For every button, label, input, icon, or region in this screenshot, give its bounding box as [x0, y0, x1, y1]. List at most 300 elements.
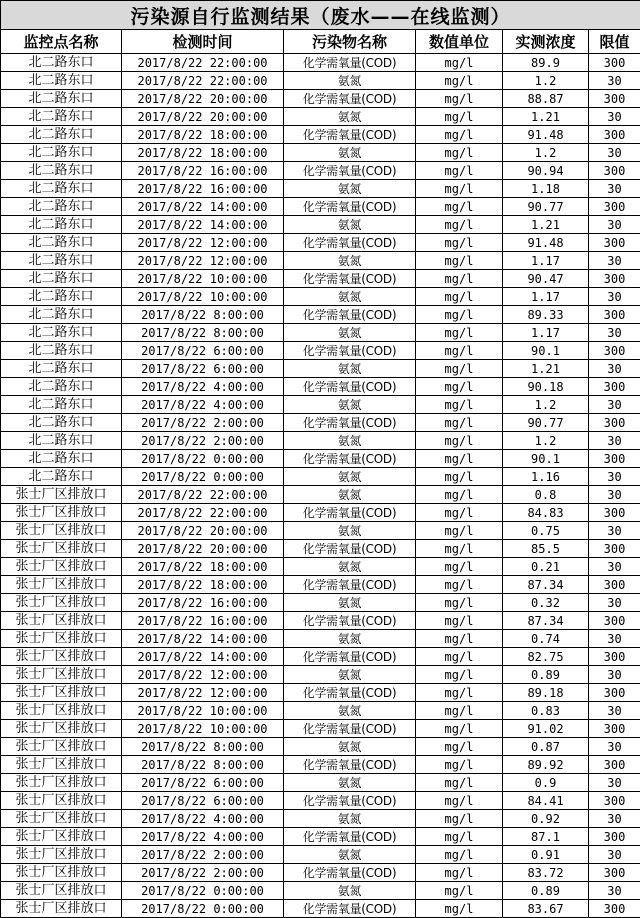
value-cell: 84.83	[503, 504, 589, 522]
unit-cell: mg/l	[416, 144, 503, 162]
time-cell: 2017/8/22 18:00:00	[122, 144, 284, 162]
limit-cell: 300	[589, 378, 640, 396]
site-cell: 张士厂区排放口	[1, 900, 122, 918]
pollutant-cell: 氨氮	[284, 108, 416, 126]
limit-cell: 300	[589, 576, 640, 594]
pollutant-cell: 化学需氧量(COD)	[284, 612, 416, 630]
limit-cell: 300	[589, 684, 640, 702]
table-row	[1, 882, 640, 900]
table-row	[1, 576, 640, 594]
limit-cell: 300	[589, 828, 640, 846]
pollutant-cell: 化学需氧量(COD)	[284, 90, 416, 108]
limit-cell: 300	[589, 612, 640, 630]
limit-cell: 30	[589, 252, 640, 270]
site-cell: 张士厂区排放口	[1, 576, 122, 594]
value-cell: 89.33	[503, 306, 589, 324]
unit-cell: mg/l	[416, 522, 503, 540]
table-row	[1, 270, 640, 288]
table-row	[1, 234, 640, 252]
table-row	[1, 594, 640, 612]
limit-cell: 300	[589, 90, 640, 108]
table-body	[1, 54, 640, 918]
unit-cell: mg/l	[416, 684, 503, 702]
limit-cell: 30	[589, 594, 640, 612]
time-cell: 2017/8/22 4:00:00	[122, 396, 284, 414]
value-cell: 90.1	[503, 342, 589, 360]
sheet-title: 污染源自行监测结果（废水——在线监测）	[1, 1, 640, 30]
site-cell: 北二路东口	[1, 342, 122, 360]
pollutant-cell: 化学需氧量(COD)	[284, 828, 416, 846]
unit-cell: mg/l	[416, 234, 503, 252]
limit-cell: 30	[589, 846, 640, 864]
table-row	[1, 450, 640, 468]
table-row	[1, 720, 640, 738]
pollutant-cell: 氨氮	[284, 486, 416, 504]
table-row	[1, 108, 640, 126]
table-row	[1, 144, 640, 162]
table-row	[1, 360, 640, 378]
time-cell: 2017/8/22 2:00:00	[122, 432, 284, 450]
unit-cell: mg/l	[416, 468, 503, 486]
time-cell: 2017/8/22 10:00:00	[122, 702, 284, 720]
value-cell: 0.87	[503, 738, 589, 756]
time-cell: 2017/8/22 12:00:00	[122, 666, 284, 684]
unit-cell: mg/l	[416, 612, 503, 630]
time-cell: 2017/8/22 6:00:00	[122, 774, 284, 792]
time-cell: 2017/8/22 20:00:00	[122, 108, 284, 126]
site-cell: 北二路东口	[1, 144, 122, 162]
table-row	[1, 342, 640, 360]
value-cell: 0.21	[503, 558, 589, 576]
time-cell: 2017/8/22 18:00:00	[122, 126, 284, 144]
value-cell: 1.2	[503, 432, 589, 450]
time-cell: 2017/8/22 10:00:00	[122, 720, 284, 738]
table-row	[1, 252, 640, 270]
time-cell: 2017/8/22 8:00:00	[122, 738, 284, 756]
value-cell: 87.34	[503, 576, 589, 594]
site-cell: 北二路东口	[1, 180, 122, 198]
pollutant-cell: 氨氮	[284, 252, 416, 270]
table-row	[1, 864, 640, 882]
site-cell: 张士厂区排放口	[1, 882, 122, 900]
table-row	[1, 324, 640, 342]
limit-cell: 30	[589, 810, 640, 828]
value-cell: 0.89	[503, 666, 589, 684]
limit-cell: 300	[589, 792, 640, 810]
pollutant-cell: 氨氮	[284, 810, 416, 828]
time-cell: 2017/8/22 2:00:00	[122, 414, 284, 432]
unit-cell: mg/l	[416, 108, 503, 126]
value-cell: 0.91	[503, 846, 589, 864]
limit-cell: 300	[589, 126, 640, 144]
value-cell: 90.18	[503, 378, 589, 396]
site-cell: 北二路东口	[1, 288, 122, 306]
unit-cell: mg/l	[416, 126, 503, 144]
time-cell: 2017/8/22 14:00:00	[122, 630, 284, 648]
limit-cell: 30	[589, 468, 640, 486]
value-cell: 1.17	[503, 252, 589, 270]
limit-cell: 30	[589, 72, 640, 90]
time-cell: 2017/8/22 0:00:00	[122, 882, 284, 900]
limit-cell: 30	[589, 738, 640, 756]
unit-cell: mg/l	[416, 882, 503, 900]
limit-cell: 30	[589, 774, 640, 792]
time-cell: 2017/8/22 20:00:00	[122, 540, 284, 558]
unit-cell: mg/l	[416, 198, 503, 216]
time-cell: 2017/8/22 14:00:00	[122, 648, 284, 666]
limit-cell: 300	[589, 342, 640, 360]
limit-cell: 30	[589, 432, 640, 450]
site-cell: 北二路东口	[1, 378, 122, 396]
limit-cell: 300	[589, 234, 640, 252]
time-cell: 2017/8/22 14:00:00	[122, 198, 284, 216]
limit-cell: 300	[589, 720, 640, 738]
unit-cell: mg/l	[416, 738, 503, 756]
header-site: 监控点名称	[1, 30, 122, 54]
limit-cell: 30	[589, 882, 640, 900]
pollutant-cell: 化学需氧量(COD)	[284, 306, 416, 324]
table-row	[1, 504, 640, 522]
table-row	[1, 162, 640, 180]
site-cell: 张士厂区排放口	[1, 504, 122, 522]
table-row	[1, 558, 640, 576]
site-cell: 张士厂区排放口	[1, 702, 122, 720]
value-cell: 82.75	[503, 648, 589, 666]
table-row	[1, 900, 640, 918]
unit-cell: mg/l	[416, 864, 503, 882]
site-cell: 张士厂区排放口	[1, 810, 122, 828]
site-cell: 张士厂区排放口	[1, 666, 122, 684]
site-cell: 张士厂区排放口	[1, 774, 122, 792]
site-cell: 北二路东口	[1, 270, 122, 288]
time-cell: 2017/8/22 22:00:00	[122, 504, 284, 522]
table-row	[1, 522, 640, 540]
time-cell: 2017/8/22 0:00:00	[122, 900, 284, 918]
site-cell: 张士厂区排放口	[1, 594, 122, 612]
pollutant-cell: 氨氮	[284, 180, 416, 198]
time-cell: 2017/8/22 8:00:00	[122, 306, 284, 324]
unit-cell: mg/l	[416, 72, 503, 90]
pollutant-cell: 化学需氧量(COD)	[284, 450, 416, 468]
limit-cell: 300	[589, 864, 640, 882]
time-cell: 2017/8/22 12:00:00	[122, 234, 284, 252]
unit-cell: mg/l	[416, 342, 503, 360]
pollutant-cell: 氨氮	[284, 666, 416, 684]
site-cell: 张士厂区排放口	[1, 540, 122, 558]
time-cell: 2017/8/22 10:00:00	[122, 270, 284, 288]
table-row	[1, 468, 640, 486]
unit-cell: mg/l	[416, 396, 503, 414]
table-row	[1, 846, 640, 864]
table-row	[1, 432, 640, 450]
limit-cell: 30	[589, 288, 640, 306]
table-row	[1, 666, 640, 684]
pollutant-cell: 化学需氧量(COD)	[284, 414, 416, 432]
site-cell: 北二路东口	[1, 468, 122, 486]
header-value: 实测浓度	[503, 30, 589, 54]
value-cell: 1.2	[503, 72, 589, 90]
header-limit: 限值	[589, 30, 640, 54]
limit-cell: 300	[589, 900, 640, 918]
pollutant-cell: 化学需氧量(COD)	[284, 900, 416, 918]
site-cell: 张士厂区排放口	[1, 684, 122, 702]
limit-cell: 300	[589, 54, 640, 72]
pollutant-cell: 化学需氧量(COD)	[284, 720, 416, 738]
site-cell: 北二路东口	[1, 252, 122, 270]
site-cell: 张士厂区排放口	[1, 648, 122, 666]
value-cell: 0.92	[503, 810, 589, 828]
unit-cell: mg/l	[416, 432, 503, 450]
site-cell: 北二路东口	[1, 90, 122, 108]
table-row	[1, 54, 640, 72]
table-row	[1, 810, 640, 828]
table-row	[1, 180, 640, 198]
limit-cell: 300	[589, 648, 640, 666]
pollutant-cell: 氨氮	[284, 288, 416, 306]
unit-cell: mg/l	[416, 630, 503, 648]
site-cell: 张士厂区排放口	[1, 612, 122, 630]
value-cell: 90.77	[503, 414, 589, 432]
value-cell: 90.77	[503, 198, 589, 216]
site-cell: 张士厂区排放口	[1, 756, 122, 774]
time-cell: 2017/8/22 2:00:00	[122, 864, 284, 882]
value-cell: 0.74	[503, 630, 589, 648]
header-unit: 数值单位	[416, 30, 503, 54]
value-cell: 0.9	[503, 774, 589, 792]
time-cell: 2017/8/22 10:00:00	[122, 288, 284, 306]
value-cell: 0.89	[503, 882, 589, 900]
pollutant-cell: 氨氮	[284, 630, 416, 648]
value-cell: 90.47	[503, 270, 589, 288]
limit-cell: 30	[589, 630, 640, 648]
limit-cell: 30	[589, 486, 640, 504]
time-cell: 2017/8/22 22:00:00	[122, 72, 284, 90]
unit-cell: mg/l	[416, 828, 503, 846]
header-row	[1, 30, 640, 54]
limit-cell: 300	[589, 450, 640, 468]
site-cell: 北二路东口	[1, 54, 122, 72]
value-cell: 90.1	[503, 450, 589, 468]
unit-cell: mg/l	[416, 810, 503, 828]
table-row	[1, 486, 640, 504]
pollutant-cell: 氨氮	[284, 396, 416, 414]
limit-cell: 300	[589, 162, 640, 180]
pollutant-cell: 氨氮	[284, 558, 416, 576]
limit-cell: 30	[589, 324, 640, 342]
value-cell: 84.41	[503, 792, 589, 810]
pollutant-cell: 化学需氧量(COD)	[284, 378, 416, 396]
value-cell: 0.32	[503, 594, 589, 612]
table-row	[1, 792, 640, 810]
time-cell: 2017/8/22 8:00:00	[122, 756, 284, 774]
unit-cell: mg/l	[416, 90, 503, 108]
value-cell: 89.9	[503, 54, 589, 72]
limit-cell: 300	[589, 540, 640, 558]
site-cell: 北二路东口	[1, 198, 122, 216]
unit-cell: mg/l	[416, 774, 503, 792]
pollutant-cell: 氨氮	[284, 522, 416, 540]
pollutant-cell: 氨氮	[284, 324, 416, 342]
site-cell: 张士厂区排放口	[1, 792, 122, 810]
unit-cell: mg/l	[416, 216, 503, 234]
value-cell: 1.18	[503, 180, 589, 198]
pollutant-cell: 化学需氧量(COD)	[284, 792, 416, 810]
site-cell: 北二路东口	[1, 72, 122, 90]
unit-cell: mg/l	[416, 594, 503, 612]
time-cell: 2017/8/22 12:00:00	[122, 252, 284, 270]
pollutant-cell: 化学需氧量(COD)	[284, 126, 416, 144]
time-cell: 2017/8/22 16:00:00	[122, 612, 284, 630]
unit-cell: mg/l	[416, 54, 503, 72]
site-cell: 北二路东口	[1, 432, 122, 450]
pollutant-cell: 化学需氧量(COD)	[284, 540, 416, 558]
table-row	[1, 90, 640, 108]
limit-cell: 30	[589, 666, 640, 684]
limit-cell: 300	[589, 198, 640, 216]
value-cell: 1.17	[503, 324, 589, 342]
limit-cell: 300	[589, 756, 640, 774]
table-row	[1, 648, 640, 666]
unit-cell: mg/l	[416, 540, 503, 558]
value-cell: 0.8	[503, 486, 589, 504]
time-cell: 2017/8/22 4:00:00	[122, 378, 284, 396]
time-cell: 2017/8/22 0:00:00	[122, 450, 284, 468]
site-cell: 北二路东口	[1, 450, 122, 468]
pollutant-cell: 氨氮	[284, 72, 416, 90]
time-cell: 2017/8/22 22:00:00	[122, 54, 284, 72]
value-cell: 83.67	[503, 900, 589, 918]
unit-cell: mg/l	[416, 288, 503, 306]
unit-cell: mg/l	[416, 306, 503, 324]
site-cell: 北二路东口	[1, 414, 122, 432]
pollutant-cell: 化学需氧量(COD)	[284, 198, 416, 216]
time-cell: 2017/8/22 20:00:00	[122, 522, 284, 540]
unit-cell: mg/l	[416, 504, 503, 522]
time-cell: 2017/8/22 0:00:00	[122, 468, 284, 486]
limit-cell: 30	[589, 360, 640, 378]
unit-cell: mg/l	[416, 450, 503, 468]
time-cell: 2017/8/22 16:00:00	[122, 162, 284, 180]
time-cell: 2017/8/22 20:00:00	[122, 90, 284, 108]
unit-cell: mg/l	[416, 180, 503, 198]
site-cell: 张士厂区排放口	[1, 846, 122, 864]
unit-cell: mg/l	[416, 720, 503, 738]
value-cell: 87.1	[503, 828, 589, 846]
table-row	[1, 216, 640, 234]
table-row	[1, 126, 640, 144]
pollutant-cell: 氨氮	[284, 144, 416, 162]
unit-cell: mg/l	[416, 702, 503, 720]
limit-cell: 300	[589, 414, 640, 432]
table-row	[1, 756, 640, 774]
pollutant-cell: 化学需氧量(COD)	[284, 504, 416, 522]
value-cell: 88.87	[503, 90, 589, 108]
pollutant-cell: 化学需氧量(COD)	[284, 864, 416, 882]
value-cell: 87.34	[503, 612, 589, 630]
pollutant-cell: 化学需氧量(COD)	[284, 684, 416, 702]
table-row	[1, 774, 640, 792]
unit-cell: mg/l	[416, 756, 503, 774]
time-cell: 2017/8/22 8:00:00	[122, 324, 284, 342]
time-cell: 2017/8/22 22:00:00	[122, 486, 284, 504]
unit-cell: mg/l	[416, 414, 503, 432]
site-cell: 张士厂区排放口	[1, 720, 122, 738]
site-cell: 北二路东口	[1, 360, 122, 378]
limit-cell: 30	[589, 396, 640, 414]
pollutant-cell: 化学需氧量(COD)	[284, 270, 416, 288]
unit-cell: mg/l	[416, 252, 503, 270]
pollutant-cell: 氨氮	[284, 360, 416, 378]
unit-cell: mg/l	[416, 324, 503, 342]
time-cell: 2017/8/22 6:00:00	[122, 792, 284, 810]
table-row	[1, 702, 640, 720]
value-cell: 83.72	[503, 864, 589, 882]
unit-cell: mg/l	[416, 576, 503, 594]
value-cell: 91.02	[503, 720, 589, 738]
site-cell: 北二路东口	[1, 216, 122, 234]
table-row	[1, 738, 640, 756]
limit-cell: 300	[589, 306, 640, 324]
table-row	[1, 414, 640, 432]
header-pollutant: 污染物名称	[284, 30, 416, 54]
time-cell: 2017/8/22 18:00:00	[122, 558, 284, 576]
time-cell: 2017/8/22 12:00:00	[122, 684, 284, 702]
limit-cell: 30	[589, 108, 640, 126]
site-cell: 北二路东口	[1, 234, 122, 252]
time-cell: 2017/8/22 16:00:00	[122, 594, 284, 612]
table-row	[1, 612, 640, 630]
site-cell: 北二路东口	[1, 306, 122, 324]
pollutant-cell: 化学需氧量(COD)	[284, 756, 416, 774]
limit-cell: 30	[589, 702, 640, 720]
pollutant-cell: 氨氮	[284, 846, 416, 864]
table-row	[1, 288, 640, 306]
site-cell: 北二路东口	[1, 108, 122, 126]
site-cell: 张士厂区排放口	[1, 828, 122, 846]
site-cell: 北二路东口	[1, 126, 122, 144]
pollutant-cell: 氨氮	[284, 738, 416, 756]
pollutant-cell: 化学需氧量(COD)	[284, 54, 416, 72]
value-cell: 1.2	[503, 396, 589, 414]
value-cell: 1.17	[503, 288, 589, 306]
pollutant-cell: 氨氮	[284, 594, 416, 612]
table-row	[1, 540, 640, 558]
table-row	[1, 198, 640, 216]
site-cell: 张士厂区排放口	[1, 486, 122, 504]
pollutant-cell: 化学需氧量(COD)	[284, 342, 416, 360]
time-cell: 2017/8/22 4:00:00	[122, 828, 284, 846]
value-cell: 91.48	[503, 234, 589, 252]
limit-cell: 30	[589, 216, 640, 234]
table-row	[1, 630, 640, 648]
site-cell: 张士厂区排放口	[1, 522, 122, 540]
value-cell: 1.16	[503, 468, 589, 486]
time-cell: 2017/8/22 4:00:00	[122, 810, 284, 828]
value-cell: 89.92	[503, 756, 589, 774]
table-row	[1, 378, 640, 396]
site-cell: 张士厂区排放口	[1, 630, 122, 648]
unit-cell: mg/l	[416, 900, 503, 918]
time-cell: 2017/8/22 18:00:00	[122, 576, 284, 594]
site-cell: 北二路东口	[1, 396, 122, 414]
table-row	[1, 396, 640, 414]
pollutant-cell: 氨氮	[284, 882, 416, 900]
pollutant-cell: 氨氮	[284, 468, 416, 486]
value-cell: 1.21	[503, 216, 589, 234]
time-cell: 2017/8/22 14:00:00	[122, 216, 284, 234]
unit-cell: mg/l	[416, 270, 503, 288]
table-row	[1, 306, 640, 324]
